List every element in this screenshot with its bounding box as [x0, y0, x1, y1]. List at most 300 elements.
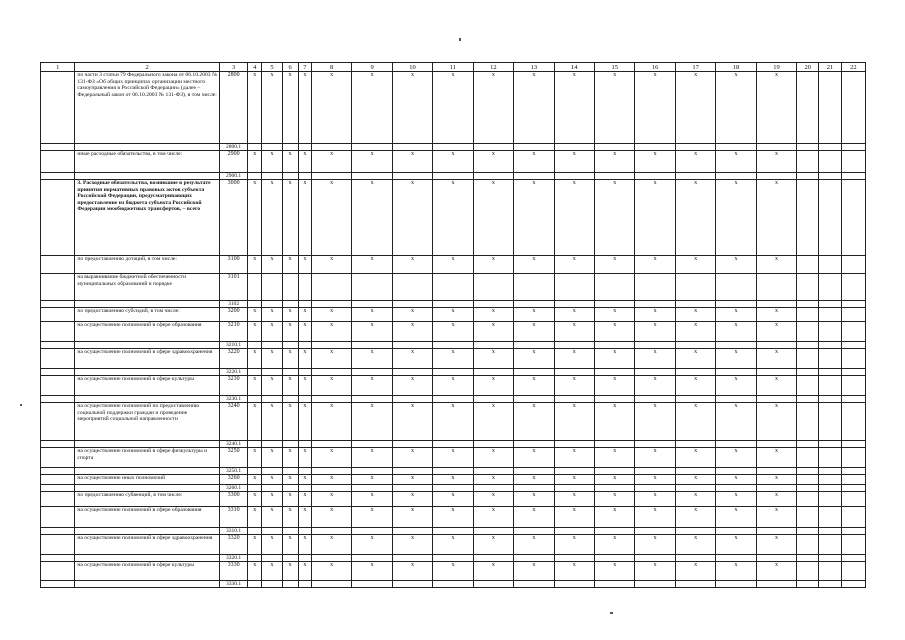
empty-cell — [819, 403, 841, 441]
not-applicable-mark: x — [392, 322, 432, 342]
row-description — [75, 396, 220, 403]
empty-cell — [282, 555, 298, 562]
empty-cell — [41, 528, 75, 535]
not-applicable-mark: x — [311, 180, 351, 256]
empty-cell — [262, 301, 282, 308]
empty-cell — [554, 301, 594, 308]
empty-cell — [841, 151, 865, 173]
not-applicable-mark: x — [635, 322, 675, 342]
column-number-cell: 14 — [554, 63, 594, 72]
table-row — [41, 562, 866, 581]
empty-cell — [311, 581, 351, 588]
not-applicable-mark: x — [756, 151, 796, 173]
empty-cell — [282, 144, 298, 151]
not-applicable-mark: x — [262, 349, 282, 369]
not-applicable-mark: x — [554, 256, 594, 274]
table-row — [41, 322, 866, 342]
table-row — [41, 448, 866, 468]
not-applicable-mark: x — [716, 151, 756, 173]
empty-cell — [41, 151, 75, 173]
not-applicable-mark: x — [262, 256, 282, 274]
row-description — [75, 468, 220, 475]
column-number-cell: 6 — [282, 63, 298, 72]
empty-cell — [554, 173, 594, 180]
empty-cell — [716, 144, 756, 151]
empty-cell — [716, 555, 756, 562]
empty-cell — [514, 342, 554, 349]
empty-cell — [797, 468, 819, 475]
not-applicable-mark: x — [311, 448, 351, 468]
empty-cell — [298, 441, 311, 448]
not-applicable-mark: x — [352, 403, 392, 441]
column-number-cell: 21 — [819, 63, 841, 72]
column-number-cell: 15 — [594, 63, 634, 72]
row-code: 3320 — [219, 535, 247, 555]
table-row — [41, 274, 866, 301]
empty-cell — [282, 301, 298, 308]
empty-cell — [819, 342, 841, 349]
empty-cell — [554, 396, 594, 403]
not-applicable-mark: x — [554, 448, 594, 468]
empty-cell — [352, 173, 392, 180]
not-applicable-mark: x — [298, 308, 311, 322]
empty-cell — [298, 581, 311, 588]
empty-cell — [352, 396, 392, 403]
not-applicable-mark: x — [433, 403, 473, 441]
not-applicable-mark: x — [392, 535, 432, 555]
not-applicable-mark: x — [716, 256, 756, 274]
empty-cell — [841, 369, 865, 376]
not-applicable-mark: x — [716, 448, 756, 468]
empty-cell — [514, 555, 554, 562]
empty-cell — [473, 301, 513, 308]
not-applicable-mark: x — [675, 448, 715, 468]
not-applicable-mark: x — [473, 376, 513, 396]
column-number-cell: 7 — [298, 63, 311, 72]
not-applicable-mark: x — [716, 492, 756, 507]
not-applicable-mark: x — [282, 492, 298, 507]
empty-cell — [41, 581, 75, 588]
empty-cell — [841, 492, 865, 507]
not-applicable-mark: x — [352, 349, 392, 369]
empty-cell — [282, 441, 298, 448]
empty-cell — [41, 322, 75, 342]
empty-cell — [473, 485, 513, 492]
row-description — [75, 369, 220, 376]
empty-cell — [248, 441, 262, 448]
empty-cell — [433, 342, 473, 349]
table-row — [41, 403, 866, 441]
empty-cell — [554, 441, 594, 448]
not-applicable-mark: x — [311, 507, 351, 528]
not-applicable-mark: x — [756, 256, 796, 274]
empty-cell — [675, 369, 715, 376]
not-applicable-mark: x — [282, 349, 298, 369]
empty-cell — [716, 301, 756, 308]
empty-cell — [41, 396, 75, 403]
row-description — [75, 528, 220, 535]
empty-cell — [675, 173, 715, 180]
row-code: 3250 — [219, 448, 247, 468]
empty-cell — [716, 274, 756, 301]
empty-cell — [675, 581, 715, 588]
column-number-cell: 2 — [75, 63, 220, 72]
empty-cell — [819, 441, 841, 448]
empty-cell — [675, 144, 715, 151]
row-description — [75, 581, 220, 588]
not-applicable-mark: x — [262, 562, 282, 581]
not-applicable-mark: x — [675, 492, 715, 507]
empty-cell — [819, 144, 841, 151]
empty-cell — [675, 396, 715, 403]
empty-cell — [554, 581, 594, 588]
empty-cell — [635, 581, 675, 588]
empty-cell — [797, 308, 819, 322]
empty-cell — [514, 274, 554, 301]
not-applicable-mark: x — [248, 562, 262, 581]
empty-cell — [797, 555, 819, 562]
empty-cell — [594, 485, 634, 492]
not-applicable-mark: x — [392, 448, 432, 468]
not-applicable-mark: x — [514, 492, 554, 507]
not-applicable-mark: x — [433, 507, 473, 528]
empty-cell — [635, 468, 675, 475]
empty-cell — [352, 342, 392, 349]
empty-cell — [473, 555, 513, 562]
empty-cell — [392, 555, 432, 562]
table-row — [41, 396, 866, 403]
not-applicable-mark: x — [311, 562, 351, 581]
empty-cell — [716, 485, 756, 492]
empty-cell — [262, 342, 282, 349]
empty-cell — [298, 528, 311, 535]
not-applicable-mark: x — [282, 308, 298, 322]
empty-cell — [675, 441, 715, 448]
not-applicable-mark: x — [248, 507, 262, 528]
empty-cell — [282, 274, 298, 301]
not-applicable-mark: x — [473, 492, 513, 507]
row-description — [75, 342, 220, 349]
not-applicable-mark: x — [635, 180, 675, 256]
empty-cell — [819, 562, 841, 581]
empty-cell — [352, 528, 392, 535]
empty-cell — [262, 369, 282, 376]
not-applicable-mark: x — [248, 403, 262, 441]
not-applicable-mark: x — [635, 308, 675, 322]
empty-cell — [756, 555, 796, 562]
empty-cell — [352, 301, 392, 308]
not-applicable-mark: x — [298, 475, 311, 485]
not-applicable-mark: x — [594, 151, 634, 173]
not-applicable-mark: x — [248, 475, 262, 485]
empty-cell — [756, 342, 796, 349]
not-applicable-mark: x — [298, 403, 311, 441]
not-applicable-mark: x — [352, 492, 392, 507]
not-applicable-mark: x — [352, 256, 392, 274]
not-applicable-mark: x — [248, 349, 262, 369]
not-applicable-mark: x — [635, 151, 675, 173]
row-description — [75, 144, 220, 151]
not-applicable-mark: x — [298, 151, 311, 173]
empty-cell — [298, 555, 311, 562]
not-applicable-mark: x — [473, 349, 513, 369]
empty-cell — [797, 507, 819, 528]
empty-cell — [262, 441, 282, 448]
empty-cell — [554, 342, 594, 349]
table-row — [41, 492, 866, 507]
empty-cell — [819, 173, 841, 180]
empty-cell — [716, 468, 756, 475]
empty-cell — [841, 322, 865, 342]
not-applicable-mark: x — [433, 475, 473, 485]
not-applicable-mark: x — [282, 448, 298, 468]
table-row — [41, 173, 866, 180]
column-number-cell: 5 — [262, 63, 282, 72]
not-applicable-mark: x — [352, 562, 392, 581]
not-applicable-mark: x — [594, 256, 634, 274]
not-applicable-mark: x — [514, 151, 554, 173]
not-applicable-mark: x — [262, 322, 282, 342]
column-number-cell: 22 — [841, 63, 865, 72]
table-row — [41, 144, 866, 151]
row-code: 2900.1 — [219, 173, 247, 180]
not-applicable-mark: x — [756, 376, 796, 396]
empty-cell — [797, 485, 819, 492]
empty-cell — [311, 144, 351, 151]
not-applicable-mark: x — [554, 507, 594, 528]
empty-cell — [262, 581, 282, 588]
not-applicable-mark: x — [473, 180, 513, 256]
empty-cell — [514, 144, 554, 151]
not-applicable-mark: x — [311, 475, 351, 485]
empty-cell — [594, 173, 634, 180]
empty-cell — [756, 485, 796, 492]
empty-cell — [675, 342, 715, 349]
empty-cell — [635, 144, 675, 151]
empty-cell — [282, 369, 298, 376]
empty-cell — [311, 301, 351, 308]
row-description: на осуществление полномочий в сфере образования — [75, 507, 220, 528]
empty-cell — [282, 396, 298, 403]
not-applicable-mark: x — [554, 562, 594, 581]
not-applicable-mark: x — [675, 72, 715, 144]
empty-cell — [41, 555, 75, 562]
row-code: 2900 — [219, 151, 247, 173]
not-applicable-mark: x — [248, 376, 262, 396]
empty-cell — [841, 180, 865, 256]
not-applicable-mark: x — [594, 72, 634, 144]
empty-cell — [635, 555, 675, 562]
empty-cell — [819, 528, 841, 535]
empty-cell — [819, 492, 841, 507]
column-number-cell: 4 — [248, 63, 262, 72]
empty-cell — [819, 448, 841, 468]
empty-cell — [392, 274, 432, 301]
empty-cell — [514, 173, 554, 180]
empty-cell — [554, 144, 594, 151]
not-applicable-mark: x — [473, 322, 513, 342]
table-row — [41, 376, 866, 396]
not-applicable-mark: x — [554, 180, 594, 256]
empty-cell — [248, 342, 262, 349]
not-applicable-mark: x — [594, 180, 634, 256]
not-applicable-mark: x — [635, 403, 675, 441]
empty-cell — [819, 535, 841, 555]
empty-cell — [392, 173, 432, 180]
empty-cell — [819, 376, 841, 396]
not-applicable-mark: x — [392, 403, 432, 441]
budget-obligations-table — [40, 62, 866, 588]
not-applicable-mark: x — [473, 475, 513, 485]
not-applicable-mark: x — [473, 72, 513, 144]
not-applicable-mark: x — [514, 322, 554, 342]
empty-cell — [841, 376, 865, 396]
not-applicable-mark: x — [594, 308, 634, 322]
empty-cell — [352, 274, 392, 301]
not-applicable-mark: x — [756, 403, 796, 441]
empty-cell — [473, 396, 513, 403]
empty-cell — [554, 369, 594, 376]
not-applicable-mark: x — [392, 256, 432, 274]
not-applicable-mark: x — [514, 376, 554, 396]
not-applicable-mark: x — [311, 72, 351, 144]
not-applicable-mark: x — [594, 376, 634, 396]
empty-cell — [248, 396, 262, 403]
not-applicable-mark: x — [675, 151, 715, 173]
table-row — [41, 535, 866, 555]
empty-cell — [514, 301, 554, 308]
empty-cell — [841, 555, 865, 562]
column-number-cell: 18 — [716, 63, 756, 72]
table-row — [41, 256, 866, 274]
not-applicable-mark: x — [311, 256, 351, 274]
empty-cell — [716, 396, 756, 403]
not-applicable-mark: x — [433, 492, 473, 507]
table-row — [41, 581, 866, 588]
empty-cell — [248, 173, 262, 180]
not-applicable-mark: x — [298, 448, 311, 468]
empty-cell — [594, 342, 634, 349]
empty-cell — [248, 369, 262, 376]
empty-cell — [841, 403, 865, 441]
row-code: 3101 — [219, 274, 247, 301]
empty-cell — [797, 528, 819, 535]
empty-cell — [311, 274, 351, 301]
row-code: 3330.1 — [219, 581, 247, 588]
empty-cell — [392, 301, 432, 308]
not-applicable-mark: x — [352, 322, 392, 342]
not-applicable-mark: x — [433, 180, 473, 256]
empty-cell — [352, 468, 392, 475]
not-applicable-mark: x — [554, 349, 594, 369]
column-number-cell: 11 — [433, 63, 473, 72]
row-description — [75, 173, 220, 180]
empty-cell — [716, 173, 756, 180]
not-applicable-mark: x — [675, 403, 715, 441]
row-code: 3250.1 — [219, 468, 247, 475]
not-applicable-mark: x — [756, 180, 796, 256]
row-code: 3102 — [219, 301, 247, 308]
empty-cell — [797, 581, 819, 588]
empty-cell — [841, 396, 865, 403]
empty-cell — [675, 468, 715, 475]
not-applicable-mark: x — [298, 507, 311, 528]
empty-cell — [41, 256, 75, 274]
empty-cell — [262, 274, 282, 301]
empty-cell — [716, 369, 756, 376]
not-applicable-mark: x — [392, 308, 432, 322]
empty-cell — [819, 308, 841, 322]
empty-cell — [433, 468, 473, 475]
empty-cell — [298, 485, 311, 492]
column-number-cell: 19 — [756, 63, 796, 72]
not-applicable-mark: x — [514, 72, 554, 144]
empty-cell — [841, 485, 865, 492]
empty-cell — [594, 301, 634, 308]
not-applicable-mark: x — [594, 492, 634, 507]
not-applicable-mark: x — [635, 492, 675, 507]
empty-cell — [756, 441, 796, 448]
table-row — [41, 342, 866, 349]
not-applicable-mark: x — [352, 448, 392, 468]
empty-cell — [819, 301, 841, 308]
not-applicable-mark: x — [473, 507, 513, 528]
not-applicable-mark: x — [282, 376, 298, 396]
not-applicable-mark: x — [282, 475, 298, 485]
empty-cell — [797, 342, 819, 349]
empty-cell — [262, 555, 282, 562]
empty-cell — [841, 144, 865, 151]
budget-obligations-table-sheet — [40, 62, 866, 588]
not-applicable-mark: x — [262, 535, 282, 555]
not-applicable-mark: x — [282, 562, 298, 581]
empty-cell — [433, 144, 473, 151]
not-applicable-mark: x — [352, 308, 392, 322]
not-applicable-mark: x — [716, 349, 756, 369]
empty-cell — [841, 468, 865, 475]
not-applicable-mark: x — [298, 562, 311, 581]
empty-cell — [311, 396, 351, 403]
table-row — [41, 507, 866, 528]
not-applicable-mark: x — [635, 535, 675, 555]
not-applicable-mark: x — [473, 151, 513, 173]
empty-cell — [473, 369, 513, 376]
not-applicable-mark: x — [716, 322, 756, 342]
not-applicable-mark: x — [716, 507, 756, 528]
empty-cell — [594, 369, 634, 376]
not-applicable-mark: x — [282, 507, 298, 528]
not-applicable-mark: x — [716, 535, 756, 555]
empty-cell — [797, 151, 819, 173]
empty-cell — [635, 528, 675, 535]
not-applicable-mark: x — [282, 72, 298, 144]
empty-cell — [797, 475, 819, 485]
row-description: по предоставлению субсидий, в том числе: — [75, 308, 220, 322]
empty-cell — [41, 475, 75, 485]
empty-cell — [514, 468, 554, 475]
not-applicable-mark: x — [594, 349, 634, 369]
not-applicable-mark: x — [282, 180, 298, 256]
empty-cell — [41, 403, 75, 441]
empty-cell — [841, 441, 865, 448]
not-applicable-mark: x — [248, 535, 262, 555]
not-applicable-mark: x — [433, 322, 473, 342]
empty-cell — [841, 274, 865, 301]
not-applicable-mark: x — [554, 492, 594, 507]
not-applicable-mark: x — [298, 256, 311, 274]
empty-cell — [282, 173, 298, 180]
empty-cell — [594, 555, 634, 562]
